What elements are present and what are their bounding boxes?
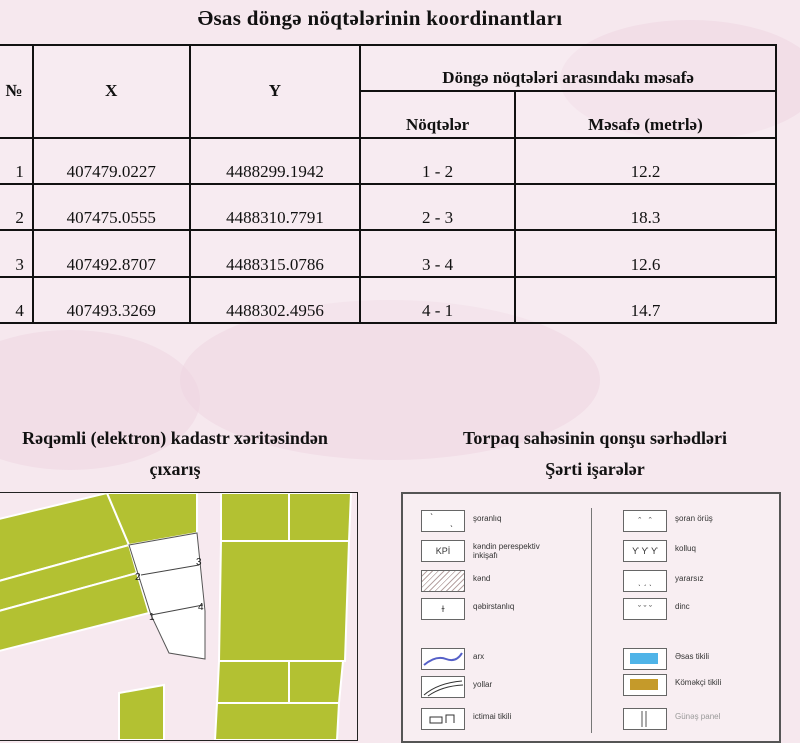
parcel — [289, 661, 343, 703]
map-section-title — [0, 428, 360, 480]
map-point-3: 3 — [196, 557, 202, 568]
header-distance: Məsafə (metrlə) — [515, 91, 776, 137]
cell-points: 2 - 3 — [360, 184, 515, 230]
map-point-1: 1 — [149, 612, 155, 623]
cadastral-map-svg — [0, 493, 357, 740]
parcel — [221, 493, 289, 541]
legend-label: yararsız — [675, 574, 704, 583]
cell-no: 3 — [0, 230, 33, 276]
legend-title-line1: Torpaq sahəsinin qonşu sərhədləri — [463, 428, 727, 448]
table-row — [0, 184, 776, 230]
cell-no: 1 — [0, 138, 33, 184]
map-point-2: 2 — [135, 572, 141, 583]
saline-icon: ˋ ˎ — [421, 510, 465, 532]
kpi-icon: KPİ — [421, 540, 465, 562]
cell-y: 4488302.4956 — [190, 277, 361, 323]
header-no: № — [0, 45, 33, 138]
cell-x: 407493.3269 — [33, 277, 190, 323]
parcel — [217, 661, 289, 703]
legend-label: Köməkçi tikili — [675, 678, 722, 687]
legend-label: kolluq — [675, 544, 696, 553]
parcel — [219, 541, 349, 661]
parcel — [289, 493, 351, 541]
legend-label: şoranlıq — [473, 514, 502, 523]
shrubland-icon: ϒ ϒ ϒ — [623, 540, 667, 562]
canal-icon — [421, 648, 465, 670]
legend-panel — [401, 492, 781, 743]
fallow-icon: ˇ ˇ ˇ — [623, 598, 667, 620]
roads-icon — [421, 676, 465, 698]
public-building-icon — [421, 708, 465, 730]
cemetery-icon: ɫ — [421, 598, 465, 620]
village-hatch-icon — [421, 570, 465, 592]
cell-x: 407492.8707 — [33, 230, 190, 276]
unusable-icon: ˎ ˏ ˎ — [623, 570, 667, 592]
cell-no: 2 — [0, 184, 33, 230]
cell-points: 3 - 4 — [360, 230, 515, 276]
legend-label: yollar — [473, 680, 493, 689]
cell-no: 4 — [0, 277, 33, 323]
legend-section-title — [410, 428, 780, 480]
coordinates-table — [0, 44, 777, 324]
header-points: Nöqtələr — [360, 91, 515, 137]
legend-label: arx — [473, 652, 485, 661]
cell-distance: 12.6 — [515, 230, 776, 276]
legend-label: kəndin perespektiv inkişafı — [473, 542, 540, 560]
legend-label: kənd — [473, 574, 491, 583]
auxiliary-building-icon — [623, 674, 667, 696]
legend-label: şoran örüş — [675, 514, 713, 523]
parcel — [215, 703, 339, 740]
cell-distance: 14.7 — [515, 277, 776, 323]
cell-y: 4488310.7791 — [190, 184, 361, 230]
parcel — [119, 685, 164, 740]
cell-points: 1 - 2 — [360, 138, 515, 184]
cell-points: 4 - 1 — [360, 277, 515, 323]
header-x: X — [33, 45, 190, 138]
header-y: Y — [190, 45, 361, 138]
solar-panel-icon — [623, 708, 667, 730]
legend-label: ictimai tikili — [473, 712, 512, 721]
table-row — [0, 138, 776, 184]
cell-distance: 12.2 — [515, 138, 776, 184]
header-distance-group: Döngə nöqtələri arasındakı məsafə — [360, 45, 776, 91]
legend-label: dinc — [675, 602, 690, 611]
main-building-icon — [623, 648, 667, 670]
legend-label: Əsas tikili — [675, 652, 710, 661]
legend-divider — [591, 508, 592, 733]
table-row — [0, 230, 776, 276]
map-point-4: 4 — [198, 602, 204, 613]
table-row — [0, 277, 776, 323]
saline-pasture-icon: ˆ ˆ — [623, 510, 667, 532]
page-title: Əsas döngə nöqtələrinin koordinantları — [197, 6, 563, 30]
legend-label: qəbirstanlıq — [473, 602, 515, 611]
map-title-line2: çıxarış — [149, 459, 201, 479]
cell-y: 4488299.1942 — [190, 138, 361, 184]
cell-distance: 18.3 — [515, 184, 776, 230]
cell-x: 407475.0555 — [33, 184, 190, 230]
cell-y: 4488315.0786 — [190, 230, 361, 276]
legend-title-line2: Şərti işarələr — [545, 459, 645, 479]
legend-label: Günəş panel — [675, 712, 721, 721]
cadastral-map — [0, 492, 358, 741]
map-title-line1: Rəqəmli (elektron) kadastr xəritəsindən — [22, 428, 328, 448]
cell-x: 407479.0227 — [33, 138, 190, 184]
